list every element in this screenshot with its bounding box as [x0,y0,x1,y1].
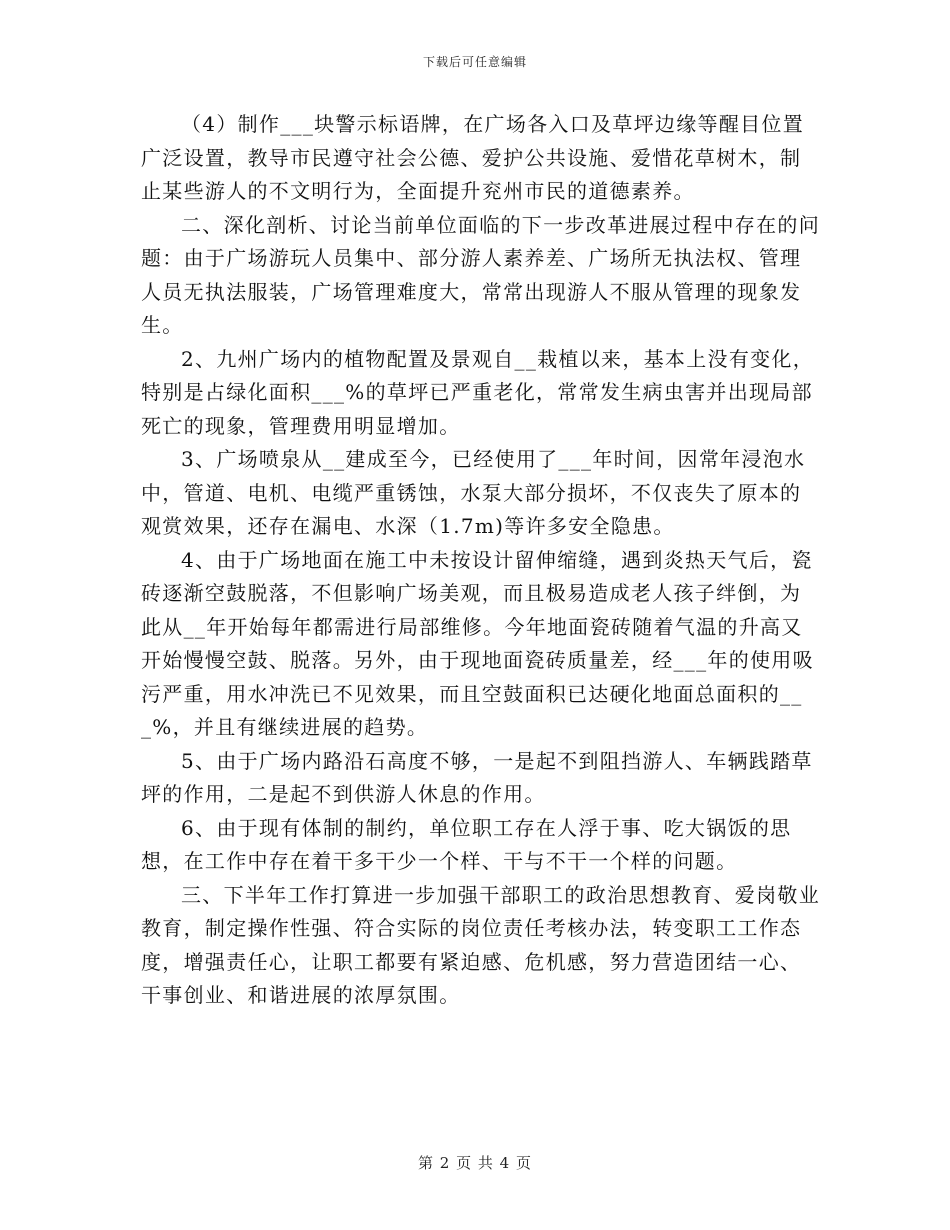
paragraph-8: 三、下半年工作打算进一步加强干部职工的政治思想教育、爱岗敬业教育，制定操作性强、符合实际的岗位责任考核办法，转变职工工作态度，增强责任心，让职工都要有紧迫感、危机感，努力营造团结一心、干事创业、和谐进展的浓厚氛围。 [141,882,820,1007]
paragraph-7: 6、由于现有体制的制约，单位职工存在人浮于事、吃大锅饭的思想，在工作中存在着干多干少一个样、干与不干一个样的问题。 [141,815,792,873]
paragraph-6: 5、由于广场内路沿石高度不够，一是起不到阻挡游人、车辆践踏草坪的作用，二是起不到供游人休息的作用。 [141,748,813,806]
paragraph-5: 4、由于广场地面在施工中未按设计留伸缩缝，遇到炎热天气后，瓷砖逐渐空鼓脱落，不但影响广场美观，而且极易造成老人孩子绊倒，为此从__年开始每年都需进行局部维修。今年地面瓷砖随着气温的升高又开始慢慢空鼓、脱落。另外，由于现地面瓷砖质量差，经___年的使用吸污严重，用水冲洗已不见效果，而且空鼓面积已达硬化地面总面积的___%，并且有继续进展的趋势。 [141,547,814,739]
page-number: 第 2 页 共 4 页 [418,1154,532,1172]
document-body [141,108,821,1013]
page-header: 下载后可任意编辑 [422,55,527,69]
paragraph-3: 2、九州广场内的植物配置及景观自__栽植以来，基本上没有变化，特别是占绿化面积___%的草坪已严重老化，常常发生病虫害并出现局部死亡的现象，管理费用明显增加。 [141,346,815,438]
paragraph-2: 二、深化剖析、讨论当前单位面临的下一步改革进展过程中存在的问题：由于广场游玩人员集中、部分游人素养差、广场所无执法权、管理人员无执法服装，广场管理难度大，常常出现游人不服从管理的现象发生。 [141,212,820,337]
paragraph-1: （4）制作___块警示标语牌，在广场各入口及草坪边缘等醒目位置广泛设置，教导市民遵守社会公德、爱护公共设施、爱惜花草树木，制止某些游人的不文明行为，全面提升兖州市民的道德素养。 [141,112,805,203]
paragraph-4: 3、广场喷泉从__建成至今，已经使用了___年时间，因常年浸泡水中，管道、电机、电缆严重锈蚀，水泵大部分损坏，不仅丧失了原本的观赏效果，还存在漏电、水深（1.7m)等许多安全隐患。 [141,447,806,538]
